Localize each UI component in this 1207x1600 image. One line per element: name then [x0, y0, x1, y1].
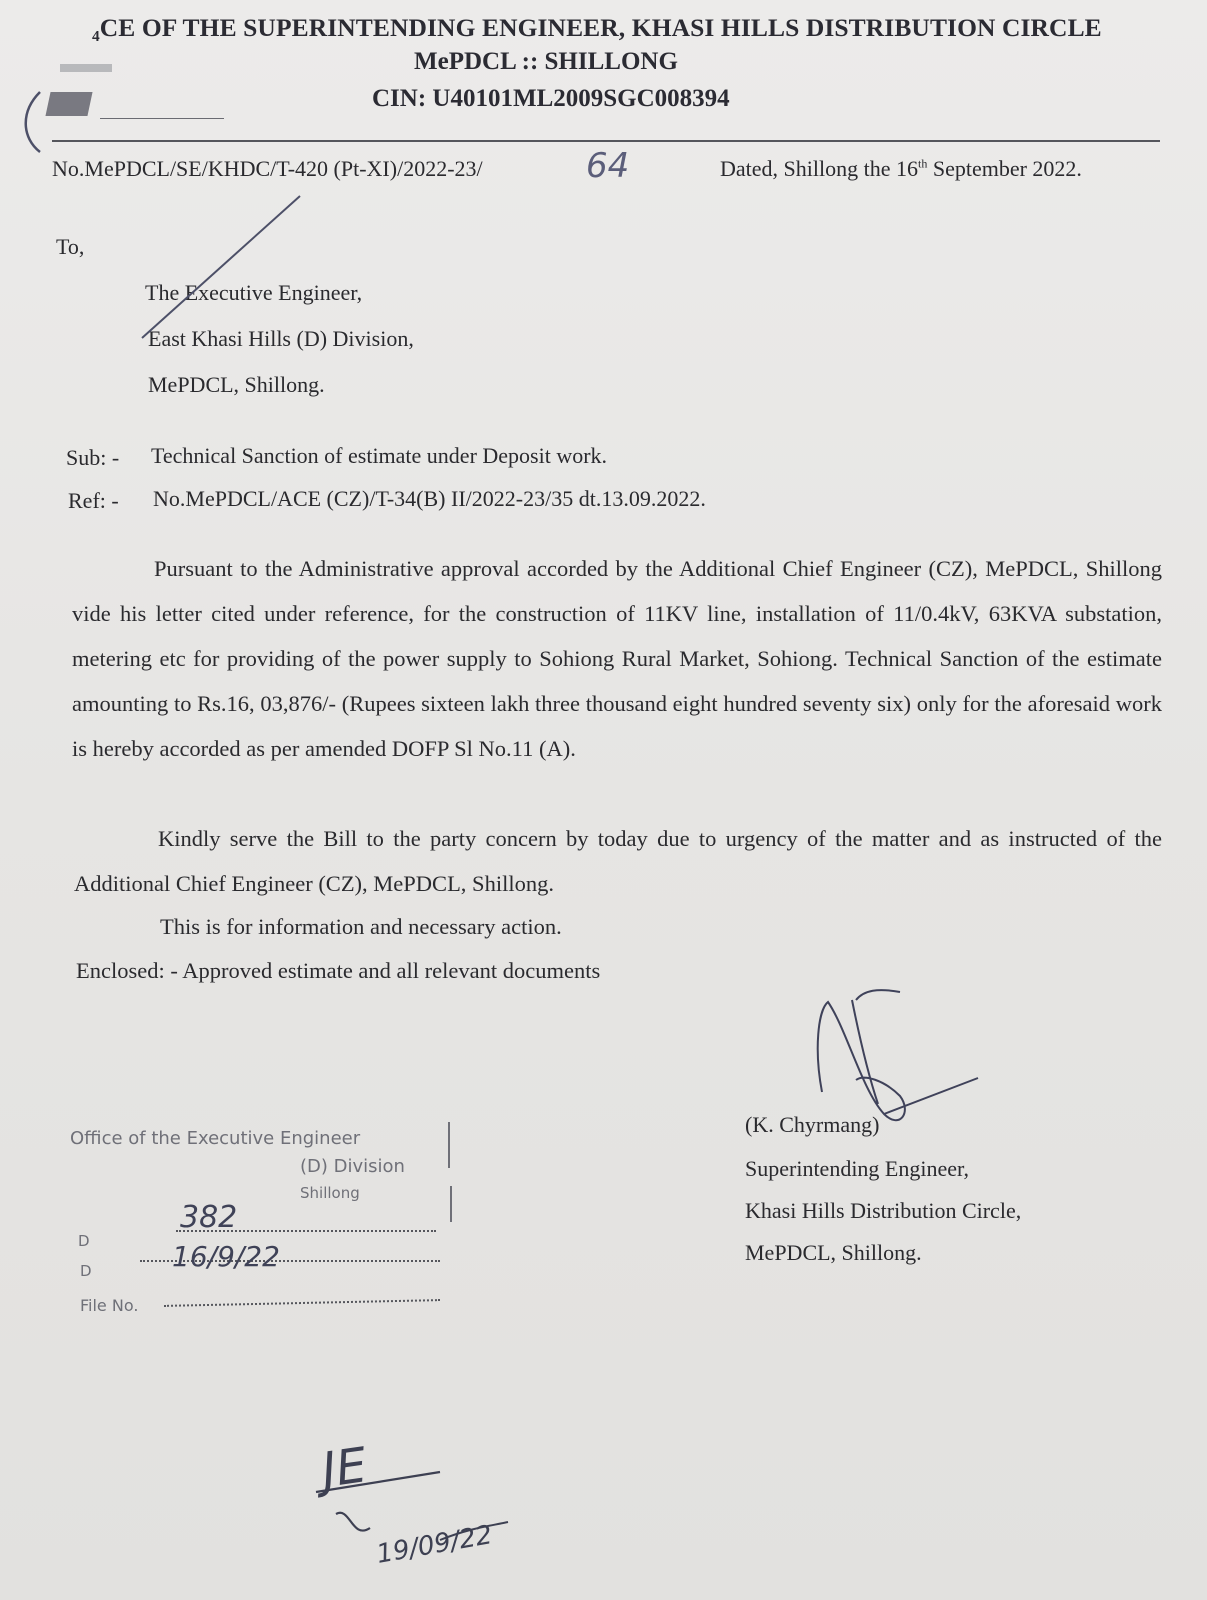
stamp-diary-no: 382 [180, 1200, 238, 1235]
enclosure-line: Enclosed: - Approved estimate and all relevant documents [76, 958, 601, 983]
signatory-name: (K. Chyrmang) [745, 1112, 880, 1137]
letter-ref-no-handwritten: 64 [586, 146, 630, 186]
handwritten-date: 19/09/22 [374, 1520, 495, 1570]
handwritten-th-stroke [336, 1513, 370, 1531]
pen-diagonal-stroke [142, 196, 300, 338]
subject-text: Technical Sanction of estimate under Deposit work. [151, 443, 608, 468]
margin-bracket-stroke [26, 92, 40, 152]
letter-ref-no: No.MePDCL/SE/KHDC/T-420 (Pt-XI)/2022-23/ [52, 156, 483, 181]
handwritten-underline [316, 1472, 440, 1492]
stamp-line-2: (D) Division [300, 1156, 405, 1177]
header-office-title: ₄CE OF THE SUPERINTENDING ENGINEER, KHASI HILLS DISTRIBUTION CIRCLE [92, 13, 1102, 42]
letter-date-sup: th [917, 156, 928, 171]
letter-date-prefix: Dated, Shillong the 16 [720, 156, 918, 181]
body-paragraph-1: Pursuant to the Administrative approval accorded by the Additional Chief Engineer (CZ), MePDCL, Shillong vide his letter cited under reference, for the construction of 11KV line, installation of 11/0.4kV, 63KVA substation, metering etc for providing of the power supply to Sohiong Rural Market, Sohiong. Technical Sanction of the estimate amounting to Rs.16, 03,876/- (Rupees sixteen lakh three thousand eight hundred seventy six) only for the aforesaid work is hereby accorded as per amended DOFP Sl No.11 (A). [72, 556, 1162, 761]
stamp-line-1: Office of the Executive Engineer [70, 1128, 361, 1149]
signatory-org: MePDCL, Shillong. [745, 1240, 922, 1265]
stamp-diary-label: D [78, 1232, 90, 1250]
header-cin: CIN: U40101ML2009SGC008394 [372, 85, 730, 112]
addressee-line-2: East Khasi Hills (D) Division, [148, 326, 414, 351]
body-paragraph-2: Kindly serve the Bill to the party concern by today due to urgency of the matter and as instructed of the Additional Chief Engineer (CZ), MePDCL, Shillong. [74, 826, 1162, 896]
stamp-date-value: 16/9/22 [172, 1240, 280, 1273]
signatory-title: Superintending Engineer, [745, 1156, 969, 1181]
handwritten-date-tail [440, 1522, 508, 1540]
reference-label: Ref: - [68, 488, 119, 513]
letter-date-suffix: September 2022. [927, 156, 1082, 181]
body-paragraph-3: This is for information and necessary action. [160, 914, 562, 939]
signatory-circle: Khasi Hills Distribution Circle, [745, 1198, 1022, 1223]
header-company: MePDCL :: SHILLONG [414, 48, 678, 75]
stamp-file-label: File No. [80, 1296, 139, 1315]
addressee-line-3: MePDCL, Shillong. [148, 372, 325, 397]
subject-label: Sub: - [66, 445, 120, 470]
letter-to: To, [56, 234, 85, 259]
addressee-line-1: The Executive Engineer, [145, 280, 363, 305]
stamp-line-3: Shillong [300, 1184, 360, 1202]
stamp-date-label: D [80, 1262, 92, 1280]
reference-text: No.MePDCL/ACE (CZ)/T-34(B) II/2022-23/35 dt.13.09.2022. [153, 486, 706, 511]
signature-stroke [818, 990, 978, 1120]
handwritten-initials: JE [318, 1437, 371, 1499]
